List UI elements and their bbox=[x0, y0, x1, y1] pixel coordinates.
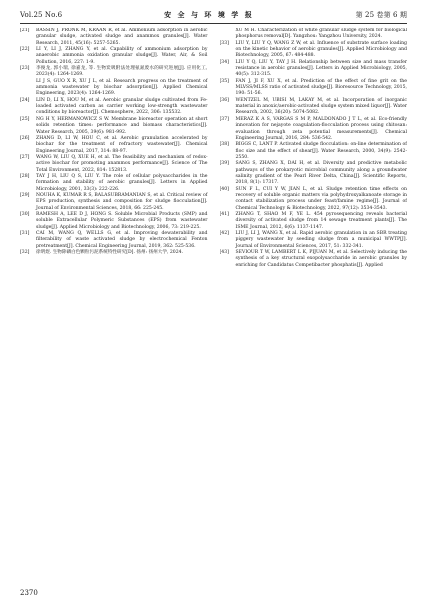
reference-entry bbox=[220, 117, 408, 142]
reference-text: XU M H. Characterization of white granular sludge system for biological phosphorus removal[D]. Yangzhou: Yangzhou University, 2024. bbox=[235, 28, 407, 40]
reference-text: BASSIN J, PRONK M, KRAAN R, et al. Ammonium adsorption in aerobic granular sludge, activated sludge and anammox granules[J]. Water Research, 2011, 45(16): 5257-5265. bbox=[36, 28, 208, 46]
reference-entry bbox=[220, 60, 408, 79]
reference-entry bbox=[220, 250, 408, 269]
reference-entry bbox=[20, 98, 208, 117]
reference-entry bbox=[20, 66, 208, 79]
reference-number: [41] bbox=[219, 211, 229, 217]
reference-text: LI Y, LI J, ZHANG Y, et al. Capability of ammonium adsorption by anaerobic ammonia oxidation granular sludge[J]. Water, Air, & Soil Pollution, 2016, 227: 1-9. bbox=[36, 47, 208, 65]
reference-entry bbox=[20, 174, 208, 193]
reference-number: [29] bbox=[20, 192, 30, 198]
reference-entry bbox=[220, 98, 408, 117]
reference-number: [21] bbox=[20, 28, 30, 33]
reference-number: [27] bbox=[20, 154, 30, 160]
reference-number: [35] bbox=[219, 78, 229, 84]
reference-number: [32] bbox=[20, 250, 30, 256]
volume-label: Vol.25 No.6 bbox=[20, 11, 63, 19]
reference-number: [26] bbox=[20, 135, 30, 141]
reference-text: 徐明煜. 生物除磷白色颗粒污泥系统特性研究[D]. 扬州: 扬州大学, 2024. bbox=[36, 250, 184, 256]
reference-text: WENTZEL M, UBISI M, LAKAY M, et al. Incorporation of inorganic material in anoxic/aerobic-activated sludge system mixed liquor[J]. Water Research, 2002, 36(20): 5074-5082. bbox=[235, 97, 407, 116]
reference-text: LIN D, LI X, HOU M, et al. Aerobic granular sludge cultivated from Fe-loaded activated carbon as carrier working low-strength wastewater conditions by bioreactor[J]. Chemosphere, 2022, 306: 135532. bbox=[36, 97, 208, 116]
reference-number: [28] bbox=[20, 173, 30, 179]
reference-number: [33] bbox=[219, 40, 229, 46]
reference-entry bbox=[220, 231, 408, 250]
reference-text: LI J S, GUO X R, XU J L, et al. Research progress on the treatment of ammonia wastewater by biochar adsorption[J]. Applied Chemical Engineering, 2023(4): 1264-1269. bbox=[36, 78, 208, 97]
reference-number: [40] bbox=[219, 186, 229, 192]
reference-text: LIU J, LI J, WANG X, et al. Rapid aerobic granulation in an SBR treating piggery wastewater by seeding sludge from a municipal WWTP[J]. Journal of Environmental Sciences, 2017, 51: 332-341. bbox=[235, 231, 407, 249]
reference-text: NG H Y, HERMANOWICZ S W. Membrane bioreactor operation at short solids retention times: performance and biomass characteristics[J]. Water Research, 2005, 39(6): 981-992. bbox=[36, 116, 208, 135]
reference-number: [23] bbox=[20, 66, 30, 72]
reference-text: ZHANG D, LI W, HOU C, et al. Aerobic granulation accelerated by biochar for the treatment of refractory wastewater[J]. Chemical Engineering Journal, 2017, 314: 88-97. bbox=[36, 135, 208, 154]
reference-entry bbox=[220, 41, 408, 60]
reference-entry bbox=[220, 161, 408, 186]
reference-entry bbox=[20, 117, 208, 136]
reference-text: MERAZ K A S, VARGAS S M P, MALDONADO J T L, et al. Eco-friendly innovation for nejayote coagulation-flocculation process using chitosan: evaluation through zeta potential measurements[J]. Chemical Engineering Journal, 2016, 284: 536-542. bbox=[235, 116, 407, 141]
reference-text: BIGGS C, LANT P. Activated sludge flocculation: on-line determination of floc size and the effect of shear[J]. Water Research, 2000, 34(9): 2542-2550. bbox=[235, 142, 407, 160]
header-rule bbox=[20, 23, 407, 24]
page-number: 2370 bbox=[20, 589, 38, 597]
reference-number: [39] bbox=[219, 161, 229, 167]
reference-entry bbox=[20, 28, 208, 47]
reference-number: [43] bbox=[219, 250, 229, 256]
reference-entry bbox=[20, 136, 208, 155]
reference-entry bbox=[220, 142, 408, 161]
reference-text: TAY J H, LIU Q S, LIU Y. The role of cellular polysaccharides in the formation and stability of aerobic granules[J]. Letters in Applied Microbiology, 2001, 33(3): 222-226. bbox=[36, 173, 208, 192]
reference-number: [37] bbox=[219, 116, 229, 122]
reference-number: [31] bbox=[20, 231, 30, 236]
reference-entry bbox=[20, 155, 208, 174]
reference-number: [36] bbox=[219, 97, 229, 103]
reference-entry bbox=[20, 47, 208, 66]
reference-entry bbox=[20, 193, 208, 212]
reference-text: FAN J, JI F, XU X, et al. Prediction of the effect of fine grit on the MLVSS/MLSS ratio of activated sludge[J]. Bioresource Technology, 2015, 190: 51-56. bbox=[235, 78, 407, 97]
reference-entry bbox=[220, 187, 408, 212]
reference-entry bbox=[20, 79, 208, 98]
reference-text: LIU Y Q, LIU Y, TAY J H. Relationship between size and mass transfer resistance in aerobic granules[J]. Letters in Applied Microbiology, 2005, 40(5): 312-315. bbox=[235, 59, 407, 78]
reference-entry bbox=[220, 212, 408, 231]
reference-entry bbox=[220, 79, 408, 98]
reference-text: CAI M, WANG Q, WELLS G, et al. Improving dewaterability and filterability of waste activated sludge by electrochemical Fenton pretreatment[J]. Chemical Engineering Journal, 2019, 362: 525-536. bbox=[36, 231, 208, 249]
reference-entry bbox=[20, 231, 208, 250]
reference-entry bbox=[20, 250, 208, 256]
reference-text: SUN F L, CUI Y W, JIAN L, et al. Sludge retention time effects on recovery of soluble organic matters via polyhydroxyalkanoate storage in contact stabilization process under feast/famine regime[J]. Journal of Chemical Technology & Biotechnology, 2022, 97(12): 3534-3543. bbox=[235, 186, 407, 211]
running-header bbox=[20, 8, 407, 22]
reference-number: [30] bbox=[20, 211, 30, 217]
reference-text: NOUHA K, KUMAR R S, BALASUBRAMANIAN S, et al. Critical review of EPS production, synthesis and composition for sludge flocculation[J]. Journal of Environmental Sciences, 2018, 66: 225-245. bbox=[36, 192, 208, 211]
reference-columns bbox=[20, 28, 407, 583]
reference-number: [24] bbox=[20, 97, 30, 103]
reference-number: [38] bbox=[219, 142, 229, 148]
reference-number bbox=[220, 28, 236, 41]
reference-text: RAMESH A, LEE D J, HONG S. Soluble Microbial Products (SMP) and soluble Extracellular Polymeric Substances (EPS) from wastewater sludge[J]. Applied Microbiology and Biotechnology, 2006, 73: 219-225. bbox=[36, 211, 208, 230]
reference-text: ZHANG T, SHAO M F, YE L. 454 pyrosequencing reveals bacterial diversity of activated sludge from 14 sewage treatment plants[J]. The ISME Journal, 2012, 6(6): 1137-1147. bbox=[235, 211, 407, 230]
reference-number: [25] bbox=[20, 116, 30, 122]
reference-number: [22] bbox=[20, 47, 30, 53]
reference-text: 李俊龙, 郭小瑞, 徐嘉龙, 等. 生物炭吸附法处理氨氮废水的研究进展[J]. 应用化工, 2023(4): 1264-1269. bbox=[36, 66, 208, 78]
reference-text: LIU Y, LIU Y Q, WANG Z W, et al. Influence of substrate surface loading on the kinetic behavior of aerobic granules[J]. Applied Microbiology and Biotechnology, 2005, 67: 484-488. bbox=[235, 40, 407, 59]
reference-entry bbox=[20, 212, 208, 231]
reference-entry bbox=[220, 28, 408, 41]
reference-number: [34] bbox=[219, 59, 229, 65]
left-column bbox=[20, 28, 208, 583]
reference-text: SANG S, ZHANG X, DAI H, et al. Diversity and predictive metabolic pathways of the prokaryotic microbial community along a groundwater salinity gradient of the Pearl River Delta, China[J]. Scientific Reports, 2018, 8(1): 17317. bbox=[235, 161, 407, 186]
reference-number: [42] bbox=[219, 231, 229, 236]
journal-title: 安 全 与 环 境 学 报 bbox=[164, 10, 254, 19]
reference-text: WANG W, LIU Q, XUE H, et al. The feasibility and mechanism of redox-active biochar for promoting anammox performance[J]. Science of The Total Environment, 2022, 814: 152813. bbox=[36, 154, 208, 173]
reference-number bbox=[20, 79, 36, 98]
right-column bbox=[220, 28, 408, 583]
reference-text: SEVIOUR T W, LAMBERT L K, PIJUAN M, et al. Selectively inducing the synthesis of a key structural exopolysaccharide in aerobic granules by enriching for Candidatus Competibacter phosphatis[J]. Applied bbox=[235, 250, 407, 268]
issue-label: 第 25 卷第 6 期 bbox=[355, 11, 407, 19]
